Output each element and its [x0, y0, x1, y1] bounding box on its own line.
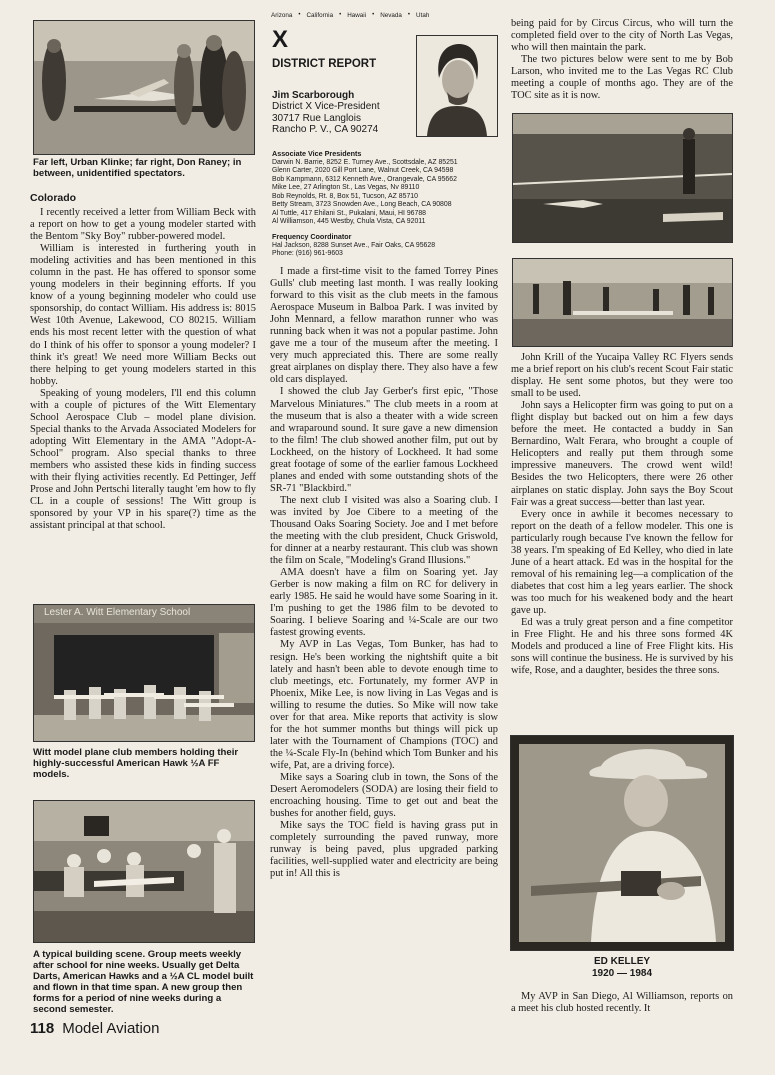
page-number: 118	[30, 1020, 55, 1037]
state-name: Nevada	[380, 12, 402, 19]
column3-paragraph: The two pictures below were sent to me by Bob Larson, who invited me to the Las Vegas RC Club meeting a couple of months ago. They are of the TOC site as it is now.	[511, 54, 733, 102]
column3-paragraph: being paid for by Circus Circus, who will turn the completed field over to the city of North Las Vegas, who will then maintain the park.	[511, 18, 733, 54]
vp-address-line: Rancho P. V., CA 90274	[272, 124, 379, 136]
building-scene-photo	[33, 800, 255, 943]
state-name: Utah	[416, 12, 430, 19]
spectators-photo-illustration	[34, 21, 254, 154]
spectators-caption: Far left, Urban Klinke; far right, Don Raney; in between, unidentified spectators.	[33, 157, 242, 179]
ed-kelley-years: 1920 — 1984	[591, 967, 653, 979]
associate-vps	[272, 150, 507, 227]
column3-paragraph: John says a Helicopter firm was going to put on a flight display but backed out on him a few days before the meet. He contacted a buddy in San Bernardino, Walt Ferara, who brought a couple of Helicopters and really put them through some impressive maneuvers. The crowd went wild! Besides the two Helicopters, there were 26 other airplanes on static display. John says the Boy Scout Fair was a great success—better than last year.	[511, 400, 733, 508]
column2-paragraph: The next club I visited was also a Soaring club. I was invited by Joe Cibere to a meeting of the Thousand Oaks Soaring Society. Joe and I met before the meeting with the club president, Chuck Griswold, for dinner at a nearby restaurant. This club was shown the film on Scale, "Modeling's Grand Illusions."	[270, 494, 498, 567]
frequency-coordinator-phone: Phone: (916) 961-9603	[272, 250, 343, 257]
district-states	[271, 12, 429, 19]
bullet-icon: •	[407, 12, 411, 18]
associate-vps-heading: Associate Vice Presidents	[272, 149, 362, 158]
column2-paragraph: I showed the club Jay Gerber's first epic, "Those Marvelous Miniatures." The club meets in a room at the museum that is also a theater with a wide screen and wraparound sound. It sure gave a new dimension to the film! The club showed another film, put out by Lockheed, on the history of Lockheed. It had some great footage of some of the earlier famous Lockheed planes and ended with some outstanding shots of the SR-71 "Blackbird."	[270, 386, 498, 494]
column2-paragraph: My AVP in Las Vegas, Tom Bunker, has had to resign. He's been working the nightshift quite a bit lately and hasn't been able to devote enough time to club meetings, etc. Fortunately, my former AVP in Phoenix, Mike Lee, is now living in Las Vegas and is willing to resume the duties. So Mike will now take over for that area. Mike reports that activity is slow for the hot summer months but things will pick up later with the Tournament of Champions (TOC) and the ¼-Scale Fly-In (behind which Tom Bunker and his wife, Pat, are a driving force).	[270, 639, 498, 771]
ed-kelley-photo	[510, 735, 734, 951]
bullet-icon: •	[372, 12, 375, 18]
column1-paragraph: I recently received a letter from William Beck with a report on how to get a young modeler started with the Bentom "Sky Boy" rubber-powered model.	[30, 207, 256, 243]
witt-club-caption: Witt model plane club members holding their highly-successful American Hawk ½A FF models.	[33, 747, 239, 780]
state-name: Arizona	[271, 12, 293, 19]
vp-name: Jim Scarborough	[272, 90, 355, 101]
frequency-coordinator-heading: Frequency Coordinator	[272, 232, 352, 241]
bullet-icon: •	[298, 12, 301, 18]
witt-club-photo	[33, 604, 255, 742]
vp-address-line: 30717 Rue Langlois	[272, 112, 361, 124]
vp-contact	[272, 90, 380, 136]
frequency-coordinator-line: Hal Jackson, 8288 Sunset Ave., Fair Oaks, CA 95628	[272, 241, 436, 249]
column3-paragraph: Every once in awhile it becomes necessary to report on the death of a fellow modeler. This one is particularly rough because I've known the fellow for 38 years. I'm speaking of Ed Kelley, who died in late June of a heart attack. Ed was in the hospital for the removal of his remaining leg—a complication of the diabetes that cost him a leg years earlier. The shock was too much for his weakened body and the heart gave up.	[511, 508, 733, 616]
toc-field-illustration-2	[513, 259, 732, 346]
column2-paragraph: Mike says a Soaring club in town, the Sons of the Desert Aeromodelers (SODA) are losing their field to encroaching housing. Time to get out and beat the bushes for another field, guys.	[270, 771, 498, 820]
column2-paragraph: AMA doesn't have a film on Soaring yet. Jay Gerber is now making a film on RC for delivery in early 1985. He said he would have some Soaring in it. I'm pushing to get the 1986 film to be devoted to Soaring. I believe Soaring and ¼-Scale are our two fastest growing events.	[270, 567, 498, 639]
associate-vp-entry: Al Tuttle, 417 Ehilani St., Pukalani, Maui, HI 96788	[272, 209, 426, 217]
toc-field-photo-1	[512, 113, 733, 243]
witt-club-photo-illustration	[34, 605, 254, 741]
toc-field-illustration-1	[513, 114, 732, 242]
district-letter: X	[272, 26, 289, 53]
spectators-photo	[33, 20, 255, 155]
column2-paragraph: I made a first-time visit to the famed Torrey Pines Gulls' club meeting last month. I was really looking forward to this visit as the club meets in the famous Aerospace Museum in Balboa Park. I was invited by John Mennard, a fellow marathon runner who was running back when it was not a popular pastime. John gave me a tour of the museum after the meeting. I very much appreciated this. There are some really great airplanes on display there. They also have a few old cars displayed.	[270, 266, 498, 386]
magazine-name: Model Aviation	[62, 1020, 160, 1037]
column-1-text	[30, 192, 256, 532]
column1-paragraph: Speaking of young modelers, I'll end this column with a couple of pictures of the Witt Elementary School Aerospace Club – model plane division. Special thanks to the Arvada Associated Modelers for adopting Witt Elementary in the AMA "Adopt-A-School" program. Also special thanks to three members who assisted these kids in finding success with their flying activities recently. Ed Pettinger, Jeff Prose and John Pertschi literally taught 'em how to fly CL in a couple of sessions! The Witt group is sponsored by your VP in his spare(?) time as the assistant principal at that school.	[30, 387, 256, 532]
associate-vp-entry: Mike Lee, 27 Arlington St., Las Vegas, Nv 89110	[272, 184, 420, 191]
section-heading-colorado: Colorado	[30, 192, 77, 204]
column3-paragraph: Ed was a truly great person and a fine competitor in Free Flight. He and his three sons formed 4K Models and produced a line of Free Flight kits. His sons will continue the business. He is survived by his wife, Rose, and a daughter, besides the three sons.	[511, 617, 733, 677]
associate-vp-entry: Darwin N. Barrie, 8252 E. Turney Ave., Scottsdale, AZ 85251	[272, 158, 458, 166]
column-3-mid-text	[511, 352, 733, 677]
vp-title: District X Vice-President	[272, 101, 380, 113]
state-name: Hawaii	[347, 12, 367, 19]
vp-portrait-illustration	[417, 36, 497, 136]
frequency-coordinator	[272, 233, 507, 259]
column1-paragraph: William is interested in furthering youth in modeling activities and has been mentioned in this column in the past. He has offered to sponsor some young modelers in their beginning efforts. If you know of a young beginning modeler who could use sponsorship, do contact William. His address is: 8015 West 10th Avenue, Lakewood, CO 80215. William ends his most recent letter with the question of what do I think of his offer to sponsor a young modeler? I think it's great! We need more William Becks out there helping to get young modelers started in this hobby.	[30, 243, 256, 387]
state-name: California	[306, 12, 334, 19]
column3-paragraph: My AVP in San Diego, Al Williamson, reports on a meet his club hosted recently. It	[511, 991, 733, 1015]
building-scene-photo-illustration	[34, 801, 254, 942]
ed-kelley-name: ED KELLEY	[593, 956, 651, 967]
associate-vp-entry: Al Williamson, 445 Westby, Chula Vista, CA 92011	[272, 218, 426, 225]
district-report-title: DISTRICT REPORT	[272, 58, 377, 70]
page-footer	[30, 1020, 160, 1037]
ed-kelley-name-block	[511, 956, 733, 979]
toc-field-photo-2	[512, 258, 733, 347]
associate-vp-entry: Bob Kampmann, 6312 Kenneth Ave., Orangevale, CA 95662	[272, 175, 457, 183]
column2-paragraph: Mike says the TOC field is having grass put in completely surrounding the paved runway, more runway is being paved, plus upgraded parking facilities, well-supplied water and electricity are being put in! All this is	[270, 820, 498, 880]
column-2-text	[270, 266, 498, 880]
associate-vp-entry: Glenn Carter, 2020 Gill Port Lane, Walnut Creek, CA 94598	[272, 167, 454, 174]
building-scene-caption: A typical building scene. Group meets weekly after school for nine weeks. Usually get Delta Darts, American Hawks and a ½A CL model built and flown in that time span. A new group then forms for a period of nine weeks during a second semester.	[33, 949, 254, 1015]
bullet-icon: •	[339, 12, 342, 18]
ed-kelley-photo-illustration	[511, 736, 733, 950]
column3-paragraph: John Krill of the Yucaipa Valley RC Flyers sends me a brief report on his club's recent Scout Fair static display. He sent some photos, but they were too small to be used.	[511, 352, 733, 400]
vp-portrait-photo	[416, 35, 498, 137]
column-3-bottom-text	[511, 991, 733, 1015]
associate-vp-entry: Bob Reynolds, Rt. 8, Box 51, Tucson, AZ 85710	[272, 192, 418, 200]
school-sign: Lester A. Witt Elementary School	[44, 607, 191, 618]
column-3-top-text	[511, 18, 733, 102]
associate-vp-entry: Betty Stream, 3723 Snowden Ave., Long Beach, CA 90808	[272, 201, 452, 208]
